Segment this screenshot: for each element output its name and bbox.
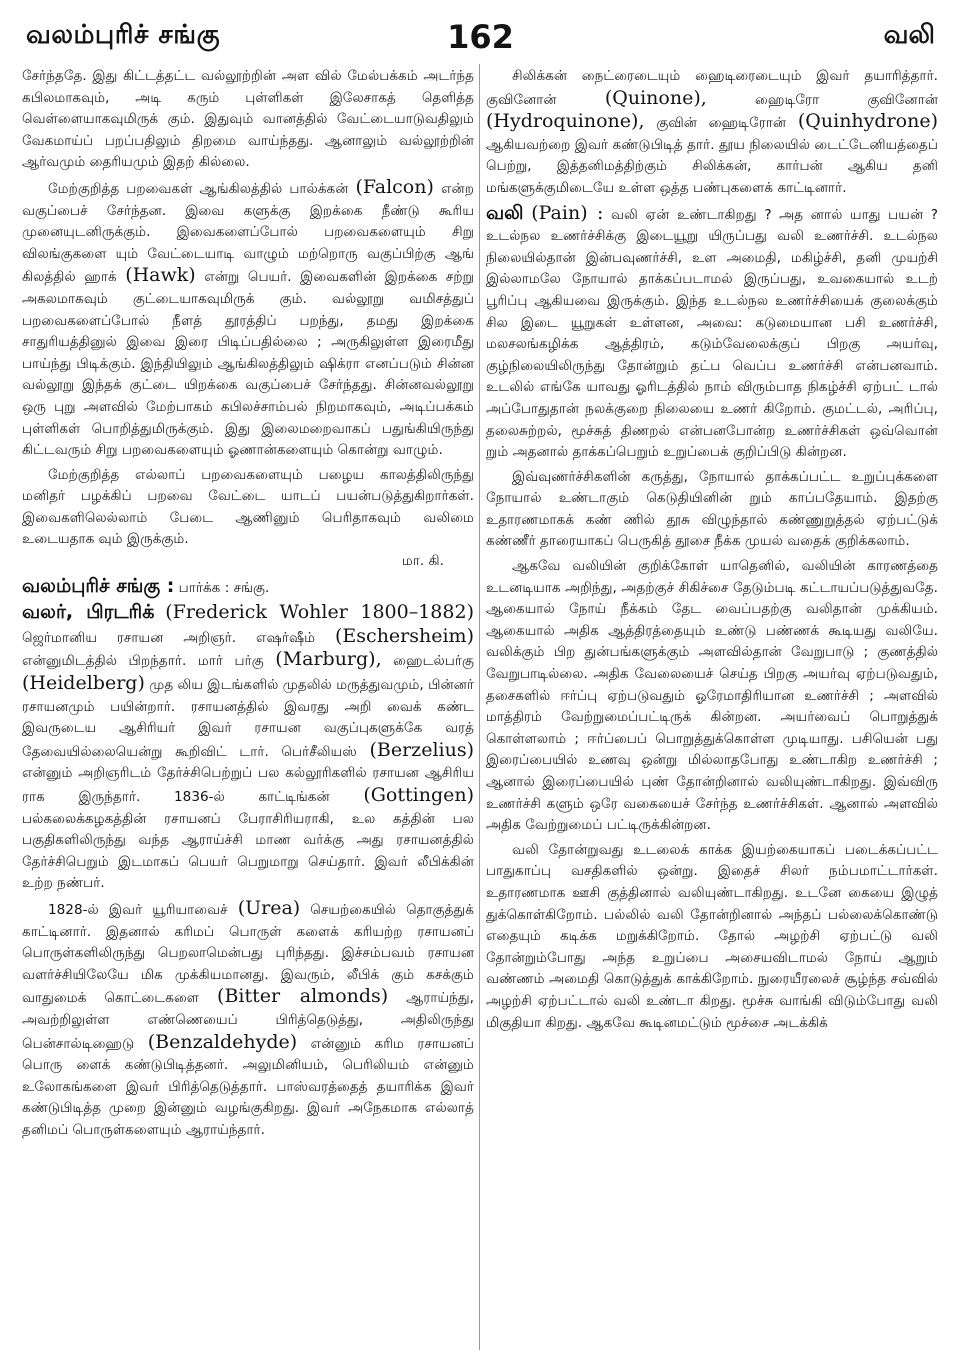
latin-term: (Berzelius) xyxy=(369,738,474,761)
page-number: 162 xyxy=(447,18,514,56)
latin-term: (Marburg), xyxy=(275,648,382,671)
text-run: செயற்கையில் தொகுத்துக் காட்டினார். இதனால் கரிமப் பொருள் களைக் கரியற்ற ரசாயனப் பொருள்களிலிருந்து பெறலாமென்பது புரிந்தது. இச்சம்பவம் ரசாயன வளர்ச்சியிலேயே மிக முக்கியமானது. இவரும், லீபிக் கும் கசக்கும் வாதுமைக் கொட்டைகளை xyxy=(22,901,474,1007)
header-right-keyword: வலி xyxy=(883,20,935,50)
paragraph xyxy=(22,898,474,1142)
paragraph: இவ்வுணர்ச்சிகளின் கருத்து, நோயால் தாக்கப்பட்ட உறுப்புக்களை நோயால் உண்டாகும் கெடுதியினின் றும் காப்பதேயாம். இதற்கு உதாரணமாகக் கண் ணில் தூசு விழுந்தால் கண்ணுறுத்தல் ஏற்பட்டுக் கண்ணீர் தாரையாகப் பெருகித் தூசை நீக்க முயல் வதைக் குறிக்கலாம். xyxy=(486,468,938,550)
latin-term: (Quinone), xyxy=(604,86,707,109)
header-left-keyword: வலம்புரிச் சங்கு xyxy=(26,20,221,50)
latin-term: (Urea) xyxy=(237,896,301,919)
left-column xyxy=(22,66,474,1350)
entry-headword: வலி xyxy=(486,201,524,224)
text-run: ஆராய்ந்து, அவற்றிலுள்ள எண்ணெயைப் பிரித்தெடுத்து, அதிலிருந்து பென்சால்டிஹைடு xyxy=(22,990,474,1052)
latin-term: (Hydroquinone), xyxy=(486,110,645,133)
text-run: ஹைடல்பர்கு xyxy=(393,653,474,670)
text-run: வலி ஏன் உண்டாகிறது ? அத னால் யாது பயன் ? உடல்நல உணர்ச்சிக்கு இடையூறு யிருப்பது வலி உணர்ச்சி. உடல்நல நிலையில்தான் இன்பவுணர்ச்சி, உள அமைதி, மகிழ்ச்சி, தனி முயற்சி இல்லாமலே நோயால் தாக்கப்படாமல் இருப்பது, உவகையால் உடற் பூரிப்பு ஆகியவை இருக்கும். இந்த உடல்நல உணர்ச்சியைக் குலைக்கும் சில இடை யூறுகள் உள்ளன, அவை: கடுமையான பசி உணர்ச்சி, மலசலங்கழிக்க ஆத்திரம், கடும்வேலைக்குப் பிறகு அயர்வு, குழ்நிலையிலிருந்து தோன்றும் தட்ப வெப்ப உணர்ச்சி என்பனவாம். உடலில் எங்கே யாவது ஓரிடத்தில் நாம் விரும்பாத நிகழ்ச்சி ஏற்பட் டால் அப்போதுதான் நலக்குறை நிலையை உணர் கிறோம். குமட்டல், அரிப்பு, தலைசுற்றல், மூச்சுத் திணறல் என்பனபோன்ற உணர்ச்சிகள் ஒவ்வொன் றும் அதனால் தாக்கப்பெறும் உறுப்பைக் குறிப்பிடு கின்றன. xyxy=(486,206,938,461)
text-run: என்னுமிடத்தில் பிறந்தார். மார் பர்கு xyxy=(22,653,264,670)
text-run: பல்கலைக்கழகத்தின் ரசாயனப் பேராசிரியராகி, உல கத்தின் பல பகுதிகளிலிருந்து வந்த ஆராய்ச்சி மாண வர்க்கு அது ரசாயனத்தில் தேர்ச்சிபெறும் இடமாகப் பெயர் பெறுமாறு செய்தார். இவர் லீபிக்கின் உற்ற நண்பர். xyxy=(22,810,474,892)
entry-cross-reference xyxy=(22,576,474,600)
latin-term: (Heidelberg) xyxy=(22,672,145,695)
paragraph xyxy=(486,66,938,200)
text-run: என்று பெயர். இவைகளின் இறக்கை சற்று அகலமாகவும் குட்டையாகவுமிருக் கும். வல்லூறு வமிசத்துப் பறவைகளைப்போல் நீளத் தூரத்திப் பறந்து, தமது இறக்கை சாதுரியத்தினுல் இவை இரை பிடிப்பதில்லை ; அருகிலுள்ள இரைமீது பாய்ந்து பிடிக்கும். இந்தியிலும் ஆங்கிலத்திலும் ஷிக்ரா எனப்படும் சின்ன வல்லூறு இந்தக் குட்டை யிறக்கை வகுப்பைச் சேர்ந்தது. சின்னவல்லூறு ஒரு புறு அளவில் மேற்பாகம் கபிலச்சாம்பல் நிறமாகவும், அடிப்பக்கம் புள்ளிகள் பொறித்துமிருக்கும். இது இலைமறைவாகப் பதுங்கியிருந்து கிட்டவரும் சிறு பறவைகளையும் ஓணான்களையும் கொன்று வாழும். xyxy=(22,269,474,459)
text-run: என்ற வகுப்பைச் சேர்ந்தன. இவை களுக்கு இறக்கை நீண்டு கூரிய முனையுடனிருக்கும். இவைகளைப்போல் பறவைகளையும் சிறு விலங்குகளை யும் வேட்டையாடி வாழும் மற்றொரு வகுப்பிற்கு ஆங் கிலத்தில் ஹாக் xyxy=(22,180,474,286)
running-head xyxy=(26,18,935,58)
see-also-text: பார்க்க : சங்கு. xyxy=(178,579,270,596)
paragraph: ஆகவே வலியின் குறிக்கோள் யாதெனில், வலியின் காரணத்தை உடனடியாக அறிந்து, அதற்குச் சிகிச்சை தேடும்படி கட்டாயப்படுத்துவதே. ஆகையால் நோய் நீக்கம் தேட வைப்பதற்கு வலிதான் முக்கியம். ஆகையால் அதிக ஆத்திரத்தையும் உண்டு பண்ணக் கூடியது வலியே. வலிக்கும் பிற துன்பங்களுக்கும் அளவில்தான் வேறுபாடு ; குணத்தில் வேறுபாடில்லை. அதிக வேலையைச் செய்த பிறகு அயர்வு ஏற்படுவதும், தசைகளில் ஈர்ப்பு ஏற்படுவதும் ஓரேமாதிரியான உணர்ச்சி ; அளவில் மாத்திரம் வேற்றுமைப்பட்டிருக் கின்றன. அயர்வைப் பொறுத்துக் கொள்ளலாம் ; ஈர்ப்பைப் பொறுத்துக்கொள்ள முடியாது. பசியென் பது இரைப்பையில் உணவு ஒன்று மில்லாதபோது உண்டாகிற உணர்ச்சி ; ஆனால் இரைப்பையில் புண் தோன்றினால் வலியுண்டாகிறது. இவ்விரு உணர்ச்சி களும் ஒரே வகையைச் சேர்ந்த உணர்ச்சிகள். ஆனால் அளவில் அதிக வேற்றுமைப் பட்டிருக்கின்றன. xyxy=(486,558,938,834)
text-run: என்னும் கரிம ரசாயனப் பொரு ளைக் கண்டுபிடித்தனர். அலுமினியம், பெரிலியம் என்னும் உலோகங்களை இவர் பிரித்தெடுத்தார். பாஸ்வரத்தைத் தயாரிக்க இவர் கண்டுபிடித்த முறை இன்னும் வழங்குகிறது. இவர் அநேகமாக எல்லாத் தனிமப் பொருள்களையும் ஆராய்ந்தார். xyxy=(22,1035,474,1138)
latin-term: (Quinhydrone) xyxy=(797,110,938,133)
text-run: ஹைடிரோ குவினோன் xyxy=(755,91,938,108)
text-run: ஆகியவற்றை இவர் கண்டுபிடித் தார். தூய நிலையில் டைட்டேனியத்தைப் பெற்று, இத்தனிமத்திற்கும் சிலிக்கன், கார்பன் ஆகிய தனி மங்களுக்குமிடையே உள்ள ஒத்த பண்புகளைக் காட்டினார். xyxy=(486,136,938,196)
paragraph: வலி தோன்றுவது உடலைக் காக்க இயற்கையாகப் படைக்கப்பட்ட பாதுகாப்பு வசதிகளில் ஒன்று. இதைச் சிலர் நம்பமாட்டார்கள். உதாரணமாக ஊசி குத்தினால் வலியுண்டாகிறது. உடனே கையை இழுத் துக்கொள்கிறோம். பல்லில் வலி தோன்றினால் அந்தப் பல்லைக்கொண்டு எதையும் கடிக்க மறுக்கிறோம். தோல் அழற்சி ஏற்பட்டு வலி தோன்றும்போது அந்த உறுப்பை அசையவிடாமல் நோய் ஆறும் வண்ணம் அமைதி கொடுத்துக் காக்கிறோம். நுரையீரலைச் சூழ்ந்த சவ்வில் அழற்சி ஏற்பட்டால் வலி உண்டா கிறது. மூச்சு வாங்கி விடும்போது வலி மிகுதியா கிறது. ஆகவே கூடினமட்டும் மூச்சை அடக்கிக் xyxy=(486,841,938,1031)
latin-term: (Bitter almonds) xyxy=(217,985,389,1008)
text-run: ஜெர்மானிய ரசாயன அறிஞர். எஷர்ஷீம் xyxy=(22,629,316,646)
entry-headword: வலம்புரிச் சங்கு : xyxy=(22,574,175,597)
paragraph xyxy=(22,465,474,573)
text-run: குவின் ஹைடிரோன் xyxy=(656,115,787,132)
entry-wohler xyxy=(22,602,474,895)
text-run: 1828-ல் இவர் யூரியாவைச் xyxy=(48,901,228,918)
entry-headword: வலர், பிரடரிக் xyxy=(22,601,155,624)
latin-term: (Gottingen) xyxy=(363,784,474,806)
text-run: சிலிக்கன் நைட்ரைடையும் ஹைடிரைடையும் இவர் தயாரித்தார். குவினோன் xyxy=(486,68,938,108)
author-initials: மா. கி. xyxy=(401,553,444,570)
text-run: மேற்குறித்த எல்லாப் பறவைகளையும் பழைய காலத்திலிருந்து மனிதர் பழக்கிப் பறவை வேட்டை யாடப் பயன்படுத்துகிறார்கள். இவைகளிலெல்லாம் பேடை ஆணினும் பெரிதாகவும் வலிமை உடையதாக வும் இருக்கும். xyxy=(22,466,474,548)
text-run: முத லிய இடங்களில் முதலில் மருத்துவமும், பின்னர் ரசாயனமும் பயின்றார். ரசாயனத்தில் இவரது அறி வைக் கண்ட இவருடைய ஆசிரியர் இவர் ரசாயன வகுப்புகளுக்கே வரத் தேவையில்லையென்று கூறிவிட் டார். பெர்சீலியஸ் xyxy=(22,677,474,760)
latin-term: (Benzaldehyde) xyxy=(147,1030,298,1053)
paragraph xyxy=(22,177,474,462)
latin-term: (Frederick Wohler 1800–1882) xyxy=(165,601,474,624)
text-run: என்னும் அறிஞரிடம் தேர்ச்சிபெற்றுப் பல கல்லூரிகளில் ரசாயன ஆசிரிய ராக இருந்தார். 1836-ல் காட்டிங்கன் xyxy=(22,765,474,805)
latin-term: (Hawk) xyxy=(125,264,196,287)
paragraph: சேர்ந்ததே. இது கிட்டத்தட்ட வல்லூற்றின் அள வில் மேல்பக்கம் அடர்ந்த கபிலமாகவும், அடி கரும் புள்ளிகள் இலேசாகத் தெளித்த வெள்ளையாகவுமிருக் கும். இதுவும் வானத்தில் வேட்டையாடுவதிலும் வேகமாய்ப் பறப்பதிலும் திறமை வாய்ந்தது. ஆனாலும் வல்லூற்றின் ஆர்வமும் தைரியமும் இதற் கில்லை. xyxy=(22,68,474,171)
latin-term: (Pain) : xyxy=(531,201,604,224)
text-run: மேற்குறித்த பறவைகள் ஆங்கிலத்தில் பால்க்கன் xyxy=(48,180,349,197)
entry-pain xyxy=(486,203,938,464)
latin-term: (Falcon) xyxy=(355,175,434,198)
right-column xyxy=(486,66,938,1350)
latin-term: (Eschersheim) xyxy=(335,624,474,647)
column-divider xyxy=(479,64,480,1350)
